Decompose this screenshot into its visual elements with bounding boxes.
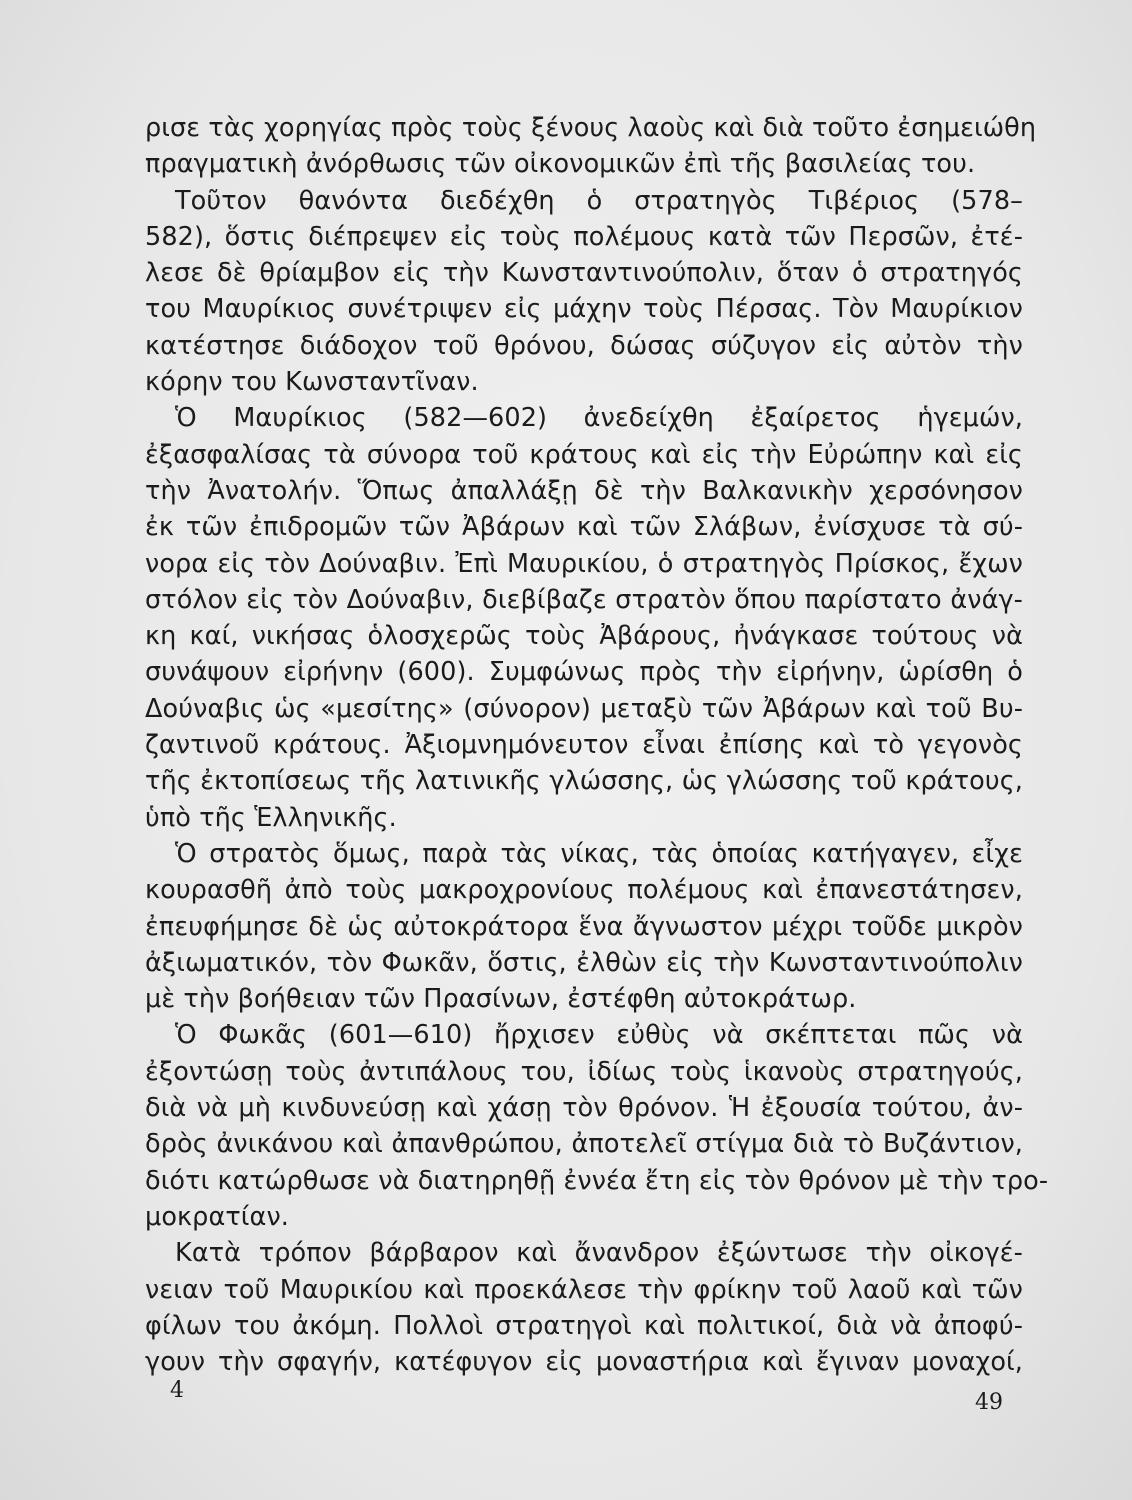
text-line: ἐπευφήμησε δὲ ὡς αὐτοκράτορα ἕνα ἄγνωστον μέχρι τοῦδε μικρὸν bbox=[145, 911, 1023, 942]
text-line: κατέστησε διάδοχον τοῦ θρόνου, δώσας σύζυγον εἰς αὐτὸν τὴν bbox=[145, 330, 1023, 361]
text-line: Ὁ Φωκᾶς (601—610) ἤρχισεν εὐθὺς νὰ σκέπτεται πῶς νὰ bbox=[175, 1020, 1023, 1051]
text-line: γουν τὴν σφαγήν, κατέφυγον εἰς μοναστήρια καὶ ἔγιναν μοναχοί, bbox=[145, 1347, 1023, 1378]
text-line: συνάψουν εἰρήνην (600). Συμφώνως πρὸς τὴν εἰρήνην, ὡρίσθη ὁ bbox=[145, 657, 1023, 688]
text-line: Τοῦτον θανόντα διεδέχθη ὁ στρατηγὸς Τιβέριος (578– bbox=[175, 185, 1023, 216]
text-line: διὰ νὰ μὴ κινδυνεύσῃ καὶ χάσῃ τὸν θρόνον. Ἡ ἐξουσία τούτου, ἀν- bbox=[145, 1093, 1023, 1124]
body-text bbox=[145, 110, 1049, 1380]
text-line: κουρασθῆ ἀπὸ τοὺς μακροχρονίους πολέμους καὶ ἐπανεστάτησεν, bbox=[145, 875, 1023, 906]
text-line: πραγματικὴ ἀνόρθωσις τῶν οἰκονομικῶν ἐπὶ τῆς βασιλείας του. bbox=[145, 149, 976, 180]
text-line: διότι κατώρθωσε νὰ διατηρηθῇ ἐννέα ἔτη εἰς τὸν θρόνον μὲ τὴν τρο- bbox=[145, 1165, 1049, 1196]
text-line: κη καί, νικήσας ὁλοσχερῶς τοὺς Ἀβάρους, ἠνάγκασε τούτους νὰ bbox=[145, 621, 1023, 652]
text-line: του Μαυρίκιος συνέτριψεν εἰς μάχην τοὺς Πέρσας. Τὸν Μαυρίκιον bbox=[145, 294, 1023, 325]
text-line: ζαντινοῦ κράτους. Ἀξιομνημόνευτον εἶναι ἐπίσης καὶ τὸ γεγονὸς bbox=[145, 730, 1023, 761]
text-line: νορα εἰς τὸν Δούναβιν. Ἐπὶ Μαυρικίου, ὁ στρατηγὸς Πρίσκος, ἔχων bbox=[145, 548, 1023, 579]
text-line: ἐξασφαλίσας τὰ σύνορα τοῦ κράτους καὶ εἰς τὴν Εὐρώπην καὶ εἰς bbox=[145, 439, 1023, 470]
signature-mark: 4 bbox=[170, 1378, 184, 1403]
page-number: 49 bbox=[975, 1390, 1003, 1415]
text-line: ἐκ τῶν ἐπιδρομῶν τῶν Ἀβάρων καὶ τῶν Σλάβων, ἐνίσχυσε τὰ σύ- bbox=[145, 512, 1023, 543]
text-line: Ὁ στρατὸς ὅμως, παρὰ τὰς νίκας, τὰς ὁποίας κατήγαγεν, εἶχε bbox=[175, 838, 1023, 869]
text-line: ρισε τὰς χορηγίας πρὸς τοὺς ξένους λαοὺς καὶ διὰ τοῦτο ἐσημειώθη bbox=[145, 113, 1037, 143]
text-line: νειαν τοῦ Μαυρικίου καὶ προεκάλεσε τὴν φρίκην τοῦ λαοῦ καὶ τῶν bbox=[145, 1274, 1023, 1305]
text-line: μοκρατίαν. bbox=[145, 1201, 289, 1232]
text-line: κόρην του Κωνσταντῖναν. bbox=[145, 367, 479, 398]
text-line: λεσε δὲ θρίαμβον εἰς τὴν Κωνσταντινούπολιν, ὅταν ὁ στρατηγός bbox=[145, 258, 1023, 289]
text-line: τῆς ἐκτοπίσεως τῆς λατινικῆς γλώσσης, ὡς γλώσσης τοῦ κράτους, bbox=[145, 766, 1023, 797]
text-line: μὲ τὴν βοήθειαν τῶν Πρασίνων, ἐστέφθη αὐτοκράτωρ. bbox=[145, 984, 857, 1015]
text-line: 582), ὅστις διέπρεψεν εἰς τοὺς πολέμους κατὰ τῶν Περσῶν, ἐτέ- bbox=[145, 221, 1023, 252]
text-line: ὑπὸ τῆς Ἑλληνικῆς. bbox=[145, 802, 397, 833]
text-line: ἀξιωματικόν, τὸν Φωκᾶν, ὅστις, ἐλθὼν εἰς τὴν Κωνσταντινούπολιν bbox=[145, 947, 1023, 978]
text-line: φίλων του ἀκόμη. Πολλοὶ στρατηγοὶ καὶ πολιτικοί, διὰ νὰ ἀποφύ- bbox=[145, 1310, 1023, 1341]
text-line: στόλον εἰς τὸν Δούναβιν, διεβίβαζε στρατὸν ὅπου παρίστατο ἀνάγ- bbox=[145, 584, 1023, 615]
text-line: ἐξοντώσῃ τοὺς ἀντιπάλους του, ἰδίως τοὺς ἱκανοὺς στρατηγούς, bbox=[145, 1056, 1023, 1087]
text-line: Κατὰ τρόπον βάρβαρον καὶ ἄνανδρον ἐξώντωσε τὴν οἰκογέ- bbox=[175, 1238, 1023, 1269]
text-line: τὴν Ἀνατολήν. Ὅπως ἀπαλλάξῃ δὲ τὴν Βαλκανικὴν χερσόνησον bbox=[145, 475, 1023, 506]
text-line: Ὁ Μαυρίκιος (582—602) ἀνεδείχθη ἐξαίρετος ἡγεμών, bbox=[175, 403, 1023, 434]
text-line: Δούναβις ὡς «μεσίτης» (σύνορον) μεταξὺ τῶν Ἀβάρων καὶ τοῦ Βυ- bbox=[145, 693, 1023, 724]
text-line: δρὸς ἀνικάνου καὶ ἀπανθρώπου, ἀποτελεῖ στίγμα διὰ τὸ Βυζάντιον, bbox=[145, 1129, 1023, 1160]
